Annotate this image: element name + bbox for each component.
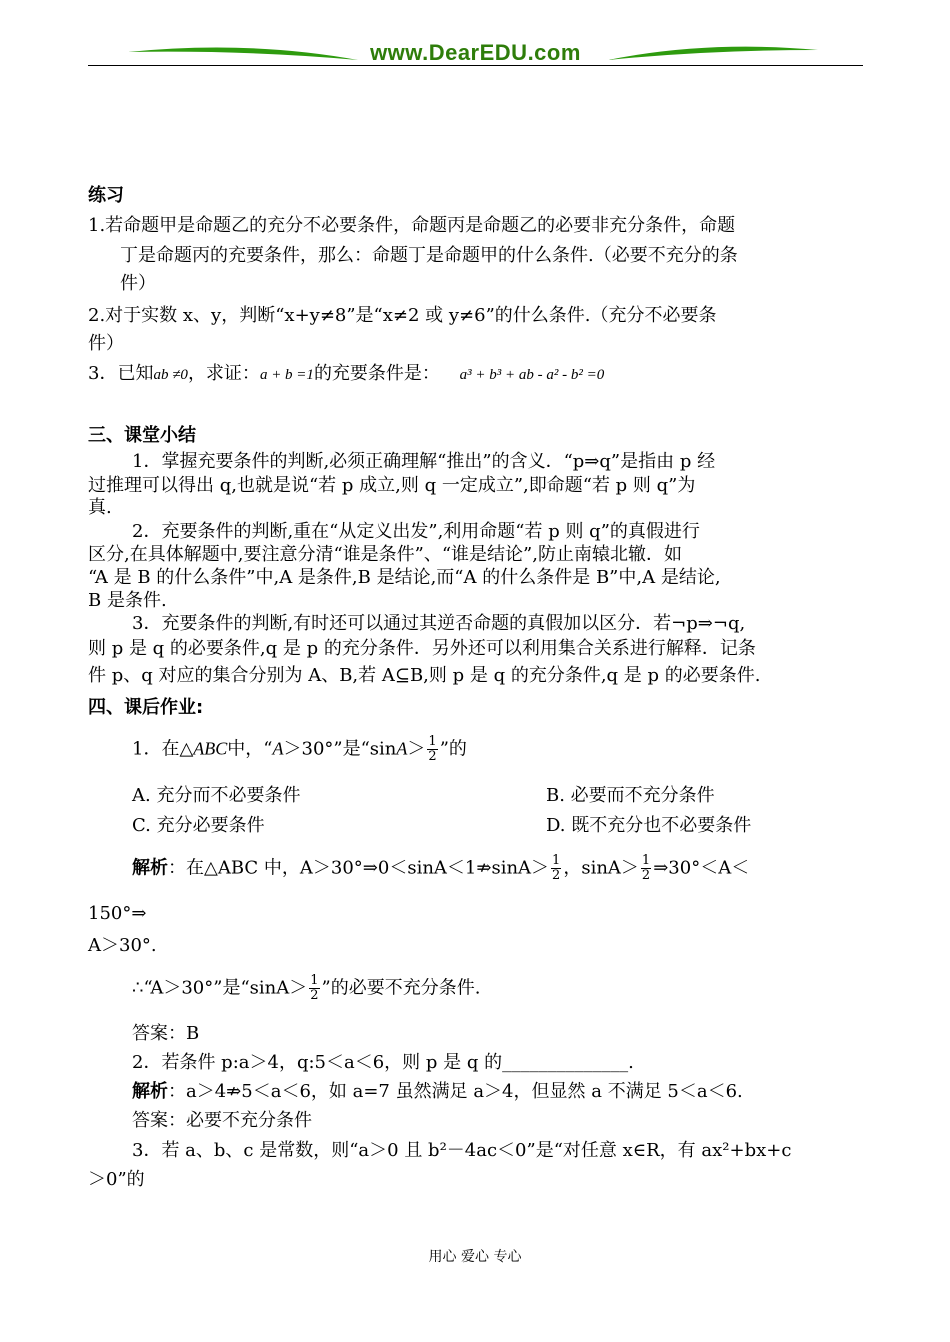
homework-q3-line2: ＞0”的 xyxy=(88,1169,145,1190)
answer-1: 答案：B xyxy=(132,1023,200,1044)
summary-p1-l1: 1．掌握充要条件的判断,必须正确理解“推出”的含义．“p⇒q”是指由 p 经 xyxy=(132,451,716,472)
hw1-prefix: 1．在△ xyxy=(132,738,194,760)
summary-p2-l4: B 是条件. xyxy=(88,590,167,611)
practice-title: 练习 xyxy=(88,185,124,206)
q3-equation: a + b =1 xyxy=(259,367,314,383)
hw1-a: A xyxy=(272,738,284,759)
q3-formula: a³ + b³ + ab - a² - b² =0 xyxy=(459,367,605,383)
header-rule xyxy=(88,65,863,66)
solution-1-line2: 150°⇒ xyxy=(88,903,147,924)
solution-1-conclusion: ∴“A＞30°”是“sinA＞ $\frac{1}{2}$ ”的必要不充分条件. xyxy=(132,973,481,1003)
solution-1-line3: A＞30°. xyxy=(88,935,157,956)
option-c: C. 充分必要条件 xyxy=(132,815,265,836)
hw1-abc: ABC xyxy=(193,738,228,759)
solution-label: 解析 xyxy=(132,857,168,879)
solution-1-line1: 解析：在△ABC 中，A＞30°⇒0＜sinA＜1⇏sinA＞ $\frac{1}{2}$ ，sinA＞ $\frac{1}{2}$ ⇒30°＜A＜ xyxy=(132,853,750,883)
fraction-one-half: $\frac{1}{2}$ xyxy=(428,734,437,764)
practice-q2-line1: 2.对于实数 x、y，判断“x+y≠8”是“x≠2 或 y≠6”的什么条件.（充分不必要条 xyxy=(88,305,717,326)
q3-mid: ，求证： xyxy=(187,363,260,384)
summary-p2-l1: 2．充要条件的判断,重在“从定义出发”,利用命题“若 p 则 q”的真假进行 xyxy=(132,521,700,542)
site-logo-text[interactable]: www.DearEDU.com xyxy=(370,40,581,65)
summary-p2-l2: 区分,在具体解题中,要注意分清“谁是条件”、“谁是结论”,防止南辕北辙．如 xyxy=(88,544,682,565)
summary-p3-l2: 则 p 是 q 的必要条件,q 是 p 的充分条件．另外还可以利用集合关系进行解释．记条 xyxy=(88,638,756,659)
right-leaf-icon xyxy=(608,44,818,64)
option-a: A. 充分而不必要条件 xyxy=(132,785,301,806)
hw1-cond: ＞30°”是“sin xyxy=(283,738,397,760)
fraction-one-half: $\frac{1}{2}$ xyxy=(641,853,651,883)
summary-title: 三、课堂小结 xyxy=(88,425,196,446)
hw1-a2: A xyxy=(396,738,408,759)
practice-q1-line1: 1.若命题甲是命题乙的充分不必要条件，命题丙是命题乙的必要非充分条件，命题 xyxy=(88,215,736,236)
q3-condition: ab ≠0 xyxy=(153,367,188,383)
homework-title: 四、课后作业: xyxy=(88,697,204,718)
hw1-mid: 中，“ xyxy=(227,738,273,760)
summary-p1-l3: 真. xyxy=(88,497,112,518)
practice-q1-line3: 件） xyxy=(120,273,156,294)
solution-2: 解析：a＞4⇏5＜a＜6，如 a=7 虽然满足 a＞4，但显然 a 不满足 5＜a＜6. xyxy=(132,1081,743,1102)
summary-p3-l3: 件 p、q 对应的集合分别为 A、B,若 A⊆B,则 p 是 q 的充分条件,q 是 p 的必要条件. xyxy=(88,665,761,686)
summary-p1-l2: 过推理可以得出 q,也就是说“若 p 成立,则 q 一定成立”,即命题“若 p 则 q”为 xyxy=(88,475,696,496)
q3-prefix: 3．已知 xyxy=(88,363,154,384)
option-d: D. 既不充分也不必要条件 xyxy=(546,815,752,836)
practice-q1-line2: 丁是命题丙的充要条件，那么：命题丁是命题甲的什么条件.（必要不充分的条 xyxy=(120,245,738,266)
fraction-one-half: $\frac{1}{2}$ xyxy=(310,973,319,1003)
homework-q2: 2．若条件 p:a＞4，q:5＜a＜6，则 p 是 q 的______________. xyxy=(132,1052,634,1073)
practice-q3 xyxy=(88,362,604,387)
practice-q2-line2: 件） xyxy=(88,333,124,354)
q3-suffix: 的充要条件是： xyxy=(313,363,440,384)
page-footer: 用心 爱心 专心 xyxy=(428,1249,522,1265)
option-b: B. 必要而不充分条件 xyxy=(546,785,715,806)
homework-q3-line1: 3．若 a、b、c 是常数，则“a＞0 且 b²－4ac＜0”是“对任意 x∈R，有 ax²+bx+c xyxy=(132,1140,792,1161)
answer-2: 答案：必要不充分条件 xyxy=(132,1110,312,1131)
fraction-one-half: $\frac{1}{2}$ xyxy=(552,853,561,883)
hw1-suffix: ”的 xyxy=(439,738,467,760)
summary-p3-l1: 3．充要条件的判断,有时还可以通过其逆否命题的真假加以区分．若¬p⇒¬q, xyxy=(132,613,746,634)
summary-p2-l3: “A 是 B 的什么条件”中,A 是条件,B 是结论,而“A 的什么条件是 B”中,A 是结论, xyxy=(88,567,721,588)
homework-q1 xyxy=(132,735,467,764)
hw1-gt: ＞ xyxy=(407,738,426,760)
page-header xyxy=(88,38,863,70)
